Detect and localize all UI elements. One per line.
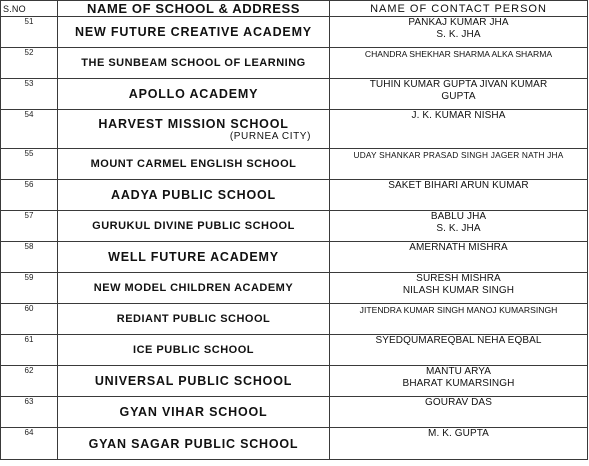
school-name: THE SUNBEAM SCHOOL OF LEARNING xyxy=(81,57,306,69)
row-contact xyxy=(330,242,588,273)
school-address: (PURNEA CITY) xyxy=(229,130,311,142)
contact-line-1: GOURAV DAS xyxy=(425,397,492,408)
table-row xyxy=(1,397,588,428)
table-row xyxy=(1,211,588,242)
contact-line-1: SYEDQUMAREQBAL NEHA EQBAL xyxy=(375,335,542,346)
row-school xyxy=(58,335,330,366)
row-school xyxy=(58,211,330,242)
school-name: REDIANT PUBLIC SCHOOL xyxy=(116,313,271,325)
table-row xyxy=(1,273,588,304)
contact-line-2: GUPTA xyxy=(441,91,476,102)
row-school xyxy=(58,149,330,180)
school-name: GYAN SAGAR PUBLIC SCHOOL xyxy=(88,436,299,451)
table-row xyxy=(1,110,588,149)
contact-line-1: SURESH MISHRA xyxy=(416,273,501,284)
row-school xyxy=(58,110,330,149)
row-contact xyxy=(330,397,588,428)
row-sno: 59 xyxy=(1,273,58,304)
row-contact xyxy=(330,366,588,397)
contact-line-2: NILASH KUMAR SINGH xyxy=(402,285,515,296)
contact-line-1: MANTU ARYA xyxy=(425,366,492,377)
row-sno: 57 xyxy=(1,211,58,242)
row-contact xyxy=(330,79,588,110)
row-sno: 53 xyxy=(1,79,58,110)
table-row xyxy=(1,48,588,79)
school-name: APOLLO ACADEMY xyxy=(128,87,259,101)
row-school xyxy=(58,79,330,110)
row-school xyxy=(58,180,330,211)
row-school xyxy=(58,397,330,428)
school-name: GYAN VIHAR SCHOOL xyxy=(119,405,268,419)
school-name: WELL FUTURE ACADEMY xyxy=(108,250,279,264)
row-school xyxy=(58,242,330,273)
table-row xyxy=(1,335,588,366)
row-contact xyxy=(330,273,588,304)
contact-line-1: UDAY SHANKAR PRASAD SINGH JAGER NATH JHA xyxy=(353,150,564,160)
table-row xyxy=(1,79,588,110)
table-row xyxy=(1,304,588,335)
row-school xyxy=(58,428,330,460)
school-name: UNIVERSAL PUBLIC SCHOOL xyxy=(94,374,293,388)
row-contact xyxy=(330,211,588,242)
row-school xyxy=(58,366,330,397)
row-sno: 55 xyxy=(1,149,58,180)
header-contact: NAME OF CONTACT PERSON xyxy=(330,1,588,17)
contact-line-1: JITENDRA KUMAR SINGH MANOJ KUMARSINGH xyxy=(359,305,558,315)
contact-line-1: BABLU JHA xyxy=(430,211,487,222)
row-sno: 62 xyxy=(1,366,58,397)
table-row xyxy=(1,366,588,397)
header-school: NAME OF SCHOOL & ADDRESS xyxy=(58,1,330,17)
contact-line-1: M. K. GUPTA xyxy=(428,428,489,439)
contact-line-2: BHARAT KUMARSINGH xyxy=(402,378,515,389)
row-sno: 64 xyxy=(1,428,58,460)
row-sno: 54 xyxy=(1,110,58,149)
contact-line-1: AMERNATH MISHRA xyxy=(409,242,508,253)
row-contact xyxy=(330,180,588,211)
row-contact xyxy=(330,110,588,149)
row-sno: 58 xyxy=(1,242,58,273)
table-row xyxy=(1,242,588,273)
school-name: AADYA PUBLIC SCHOOL xyxy=(111,188,276,202)
table-row xyxy=(1,17,588,48)
contact-line-2: S. K. JHA xyxy=(436,223,481,234)
contact-line-1: J. K. KUMAR NISHA xyxy=(411,110,506,121)
school-name: NEW MODEL CHILDREN ACADEMY xyxy=(93,282,294,294)
row-contact xyxy=(330,428,588,460)
row-sno: 61 xyxy=(1,335,58,366)
school-name: NEW FUTURE CREATIVE ACADEMY xyxy=(75,25,312,39)
school-name: MOUNT CARMEL ENGLISH SCHOOL xyxy=(90,158,297,170)
row-contact xyxy=(330,17,588,48)
school-name: HARVEST MISSION SCHOOL xyxy=(98,116,289,131)
row-sno: 63 xyxy=(1,397,58,428)
row-sno: 60 xyxy=(1,304,58,335)
contact-line-1: CHANDRA SHEKHAR SHARMA ALKA SHARMA xyxy=(364,49,553,59)
school-name: GURUKUL DIVINE PUBLIC SCHOOL xyxy=(92,220,295,232)
row-school xyxy=(58,48,330,79)
row-contact xyxy=(330,48,588,79)
row-sno: 52 xyxy=(1,48,58,79)
header-row xyxy=(1,1,588,17)
contact-line-2: S. K. JHA xyxy=(436,29,481,40)
school-name: ICE PUBLIC SCHOOL xyxy=(133,344,254,356)
row-contact xyxy=(330,304,588,335)
row-sno: 56 xyxy=(1,180,58,211)
row-school xyxy=(58,304,330,335)
table-row xyxy=(1,180,588,211)
contact-line-1: TUHIN KUMAR GUPTA JIVAN KUMAR xyxy=(369,79,548,90)
row-sno: 51 xyxy=(1,17,58,48)
contact-line-1: PANKAJ KUMAR JHA xyxy=(408,17,509,28)
table-row xyxy=(1,149,588,180)
contact-line-1: SAKET BIHARI ARUN KUMAR xyxy=(388,180,529,191)
row-contact xyxy=(330,149,588,180)
header-sno: S.NO xyxy=(1,1,58,17)
row-school xyxy=(58,273,330,304)
row-contact xyxy=(330,335,588,366)
row-school xyxy=(58,17,330,48)
table-row xyxy=(1,428,588,460)
